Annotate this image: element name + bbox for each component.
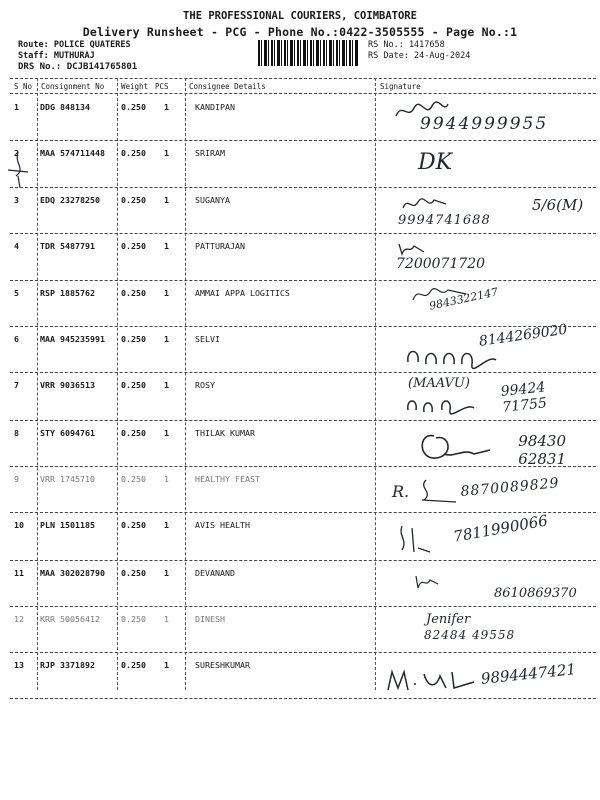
signature-phone: 82484 49558 (424, 628, 516, 642)
row-sno: 13 (14, 660, 24, 670)
signature-phone: 9994741688 (398, 213, 491, 228)
row-divider (10, 140, 596, 141)
row-divider (10, 698, 596, 699)
row-sno: 2 (14, 148, 19, 158)
signature-phone: 9894447421 (480, 660, 577, 688)
signature-scribble (384, 666, 480, 696)
drs-number: DRS No.: DCJB141765801 (18, 62, 138, 72)
row-sno: 4 (14, 241, 19, 251)
row-divider (10, 187, 596, 188)
row-consignment: STY 6094761 (40, 428, 95, 438)
col-divider (185, 78, 186, 690)
row-pcs: 1 (164, 474, 169, 484)
row-weight: 0.250 (121, 334, 146, 344)
row-sno: 3 (14, 195, 19, 205)
row-weight: 0.250 (121, 428, 146, 438)
row-consignee: THILAK KUMAR (195, 428, 255, 438)
row-pcs: 1 (164, 102, 169, 112)
row-consignee: DINESH (195, 614, 225, 624)
row-consignment: TDR 5487791 (40, 241, 95, 251)
signature-phone: 9944999955 (420, 114, 549, 134)
row-pcs: 1 (164, 195, 169, 205)
col-weight: Weight (121, 82, 149, 91)
row-pcs: 1 (164, 520, 169, 530)
company-title: THE PROFESSIONAL COURIERS, COIMBATORE (183, 10, 417, 22)
row-pcs: 1 (164, 614, 169, 624)
row-consignment: PLN 1501185 (40, 520, 95, 530)
row-weight: 0.250 (121, 241, 146, 251)
row-weight: 0.250 (121, 568, 146, 578)
staff-label: Staff: MUTHURAJ (18, 51, 95, 61)
col-divider (375, 78, 376, 690)
row-sno: 6 (14, 334, 19, 344)
row-weight: 0.250 (121, 520, 146, 530)
row-divider (10, 420, 596, 421)
row-sno: 8 (14, 428, 19, 438)
row-pcs: 1 (164, 428, 169, 438)
signature-phone: 8870089829 (460, 475, 561, 500)
row-weight: 0.250 (121, 660, 146, 670)
signature-scribble (400, 194, 450, 214)
row-consignee: HEALTHY FEAST (195, 474, 260, 484)
row-weight: 0.250 (121, 148, 146, 158)
runsheet-subtitle: Delivery Runsheet - PCG - Phone No.:0422-3505555 - Page No.:1 (82, 25, 518, 39)
col-consignee: Consignee Details (189, 82, 266, 91)
row-weight: 0.250 (121, 474, 146, 484)
signature-mark: DK (418, 150, 453, 175)
row-pcs: 1 (164, 334, 169, 344)
row-sno: 7 (14, 380, 19, 390)
row-consignee: AVIS HEALTH (195, 520, 250, 530)
row-divider (10, 560, 596, 561)
row-sno: 1 (14, 102, 19, 112)
row-divider (10, 372, 596, 373)
margin-mark (4, 150, 34, 190)
row-weight: 0.250 (121, 288, 146, 298)
barcode (258, 40, 358, 66)
row-consignee: SELVI (195, 334, 220, 344)
signature-scribble (416, 478, 466, 508)
row-pcs: 1 (164, 288, 169, 298)
row-pcs: 1 (164, 568, 169, 578)
row-consignee: KANDIPAN (195, 102, 235, 112)
row-consignment: EDQ 23278250 (40, 195, 100, 205)
row-consignment: VRR 9036513 (40, 380, 95, 390)
row-pcs: 1 (164, 148, 169, 158)
signature-phone: 7811990066 (452, 511, 550, 546)
row-consignee: SURESHKUMAR (195, 660, 250, 670)
row-divider (10, 280, 596, 281)
signature-phone: 8144269020 (478, 321, 569, 350)
row-weight: 0.250 (121, 102, 146, 112)
row-consignment: RSP 1885762 (40, 288, 95, 298)
rs-date: RS Date: 24-Aug-2024 (368, 51, 471, 61)
row-divider (10, 606, 596, 607)
route-label: Route: POLICE QUATERES (18, 40, 131, 50)
signature-phone: 98430 62831 (518, 432, 566, 468)
row-divider (10, 466, 596, 467)
row-consignment: MAA 945235991 (40, 334, 105, 344)
row-consignment: RJP 3371892 (40, 660, 95, 670)
row-weight: 0.250 (121, 195, 146, 205)
signature-scribble (414, 428, 494, 468)
col-signature: Signature (380, 82, 421, 91)
row-pcs: 1 (164, 241, 169, 251)
row-consignee: ROSY (195, 380, 215, 390)
row-sno: 10 (14, 520, 24, 530)
col-consignment: Consignment No (41, 82, 105, 91)
col-pcs: PCS (155, 82, 169, 91)
signature-phone: 99424 71755 (500, 379, 548, 416)
row-consignment: MAA 302028790 (40, 568, 105, 578)
signature-phone: 7200071720 (396, 256, 486, 272)
row-consignee: DEVANAND (195, 568, 235, 578)
col-divider (37, 78, 38, 690)
signature-scribble (412, 572, 442, 594)
row-pcs: 1 (164, 380, 169, 390)
signature-mark: Jenifer (426, 612, 471, 627)
row-consignee: PATTURAJAN (195, 241, 245, 251)
row-sno: 5 (14, 288, 19, 298)
signature-phone: 9843322147 (428, 285, 500, 313)
signature-mark: 5/6(M) (532, 196, 584, 214)
row-divider (10, 233, 596, 234)
col-divider (117, 78, 118, 690)
signature-scribble (396, 522, 436, 556)
row-weight: 0.250 (121, 380, 146, 390)
row-consignment: VRR 1745710 (40, 474, 95, 484)
row-consignee: SUGANYA (195, 195, 230, 205)
signature-mark: R. (392, 482, 410, 501)
row-consignment: KRR 50056412 (40, 614, 100, 624)
row-weight: 0.250 (121, 614, 146, 624)
header-rule-bottom (10, 93, 596, 94)
row-consignee: SRIRAM (195, 148, 225, 158)
row-consignment: DDG 848134 (40, 102, 90, 112)
row-consignee: AMMAI APPA LOGITICS (195, 288, 290, 298)
signature-mark: (MAAVU) (408, 376, 470, 391)
row-sno: 11 (14, 568, 24, 578)
row-divider (10, 512, 596, 513)
row-sno: 12 (14, 614, 24, 624)
row-divider (10, 652, 596, 653)
row-consignment: MAA 574711448 (40, 148, 105, 158)
signature-scribble (404, 392, 494, 418)
row-pcs: 1 (164, 660, 169, 670)
row-sno: 9 (14, 474, 19, 484)
row-divider (10, 326, 596, 327)
rs-number: RS No.: 1417658 (368, 40, 445, 50)
signature-phone: 8610869370 (494, 586, 577, 601)
col-sno: S No (14, 82, 33, 91)
header-rule-top (10, 78, 596, 79)
